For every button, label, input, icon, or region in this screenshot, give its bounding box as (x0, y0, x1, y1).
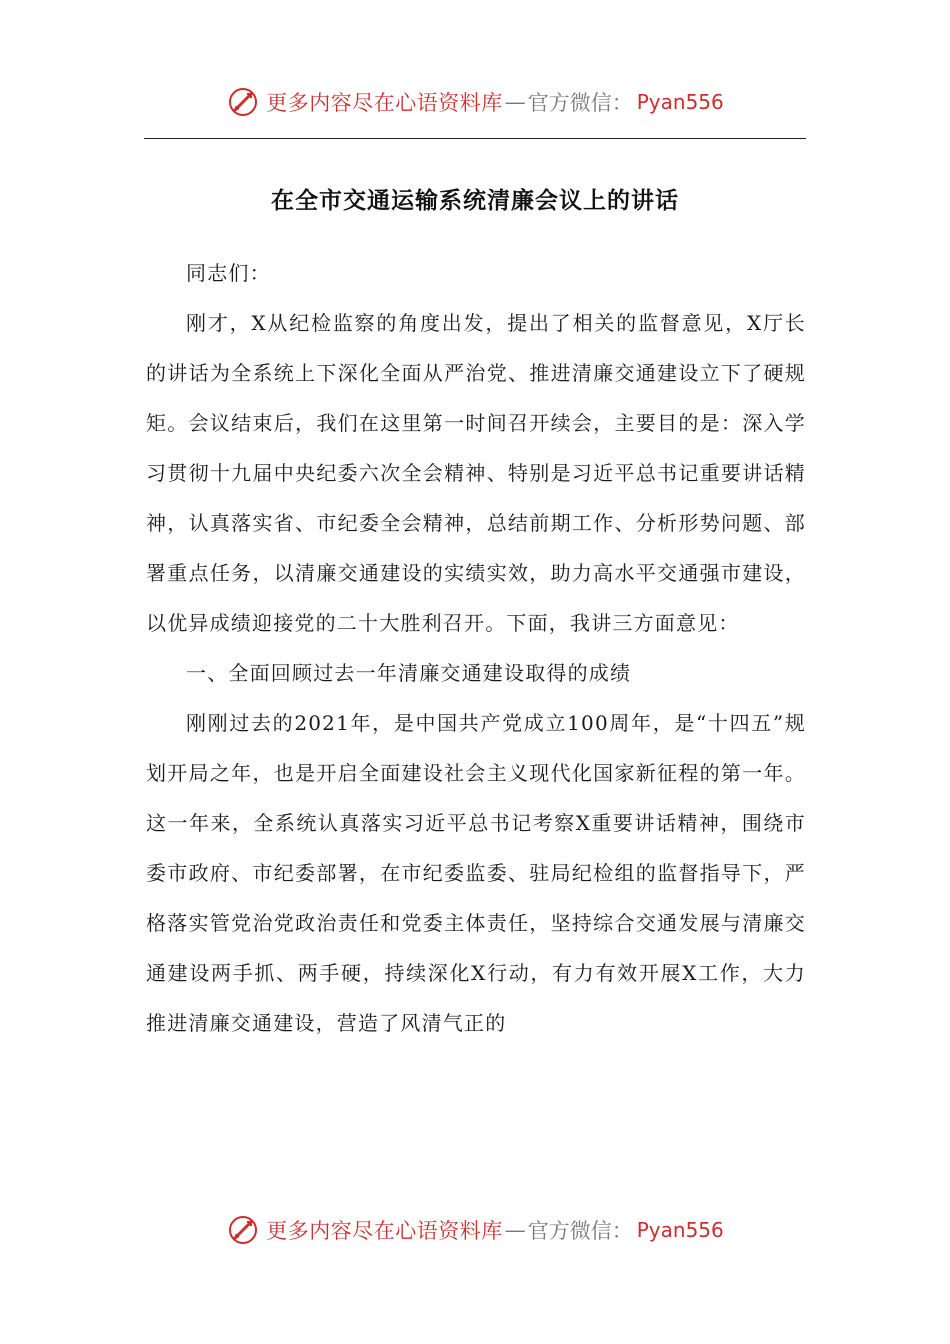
watermark-wechat-id: Pyan556 (636, 90, 724, 114)
pen-logo-icon (226, 85, 260, 119)
watermark-wechat-id: Pyan556 (636, 1218, 724, 1242)
header-divider (144, 138, 806, 139)
paragraph: 刚刚过去的2021年，是中国共产党成立100周年，是“十四五”规划开局之年，也是开启全面建设社会主义现代化国家新征程的第一年。这一年来，全系统认真落实习近平总书记考察X重要讲话精神，围绕市委市政府、市纪委部署，在市纪委监委、驻局纪检组的监督指导下，严格落实管党治党政治责任和党委主体责任，坚持综合交通发展与清廉交通建设两手抓、两手硬，持续深化X行动，有力有效开展X工作，大力推进清廉交通建设，营造了风清气正的 (146, 711, 806, 1035)
watermark-official-label: 官方微信： (527, 91, 633, 115)
footer-watermark (0, 1210, 950, 1250)
watermark-text: 更多内容尽在心语资料库 (266, 91, 503, 115)
pen-logo-icon (226, 1213, 260, 1247)
salutation: 同志们： (186, 261, 271, 285)
watermark-dash: — (504, 90, 526, 114)
document-body (146, 248, 806, 1048)
paragraph: 刚才，X从纪检监察的角度出发，提出了相关的监督意见，X厅长的讲话为全系统上下深化全面从严治党、推进清廉交通建设立下了硬规矩。会议结束后，我们在这里第一时间召开续会，主要目的是：深入学习贯彻十九届中央纪委六次全会精神、特别是习近平总书记重要讲话精神，认真落实省、市纪委全会精神，总结前期工作、分析形势问题、部署重点任务，以清廉交通建设的实绩实效，助力高水平交通强市建设，以优异成绩迎接党的二十大胜利召开。下面，我讲三方面意见： (146, 311, 806, 635)
watermark-text: 更多内容尽在心语资料库 (266, 1219, 503, 1243)
watermark-dash: — (504, 1218, 526, 1242)
document-title: 在全市交通运输系统清廉会议上的讲话 (271, 188, 679, 214)
section-heading: 一、全面回顾过去一年清廉交通建设取得的成绩 (186, 661, 632, 685)
watermark-official-label: 官方微信： (527, 1219, 633, 1243)
header-watermark (0, 82, 950, 122)
